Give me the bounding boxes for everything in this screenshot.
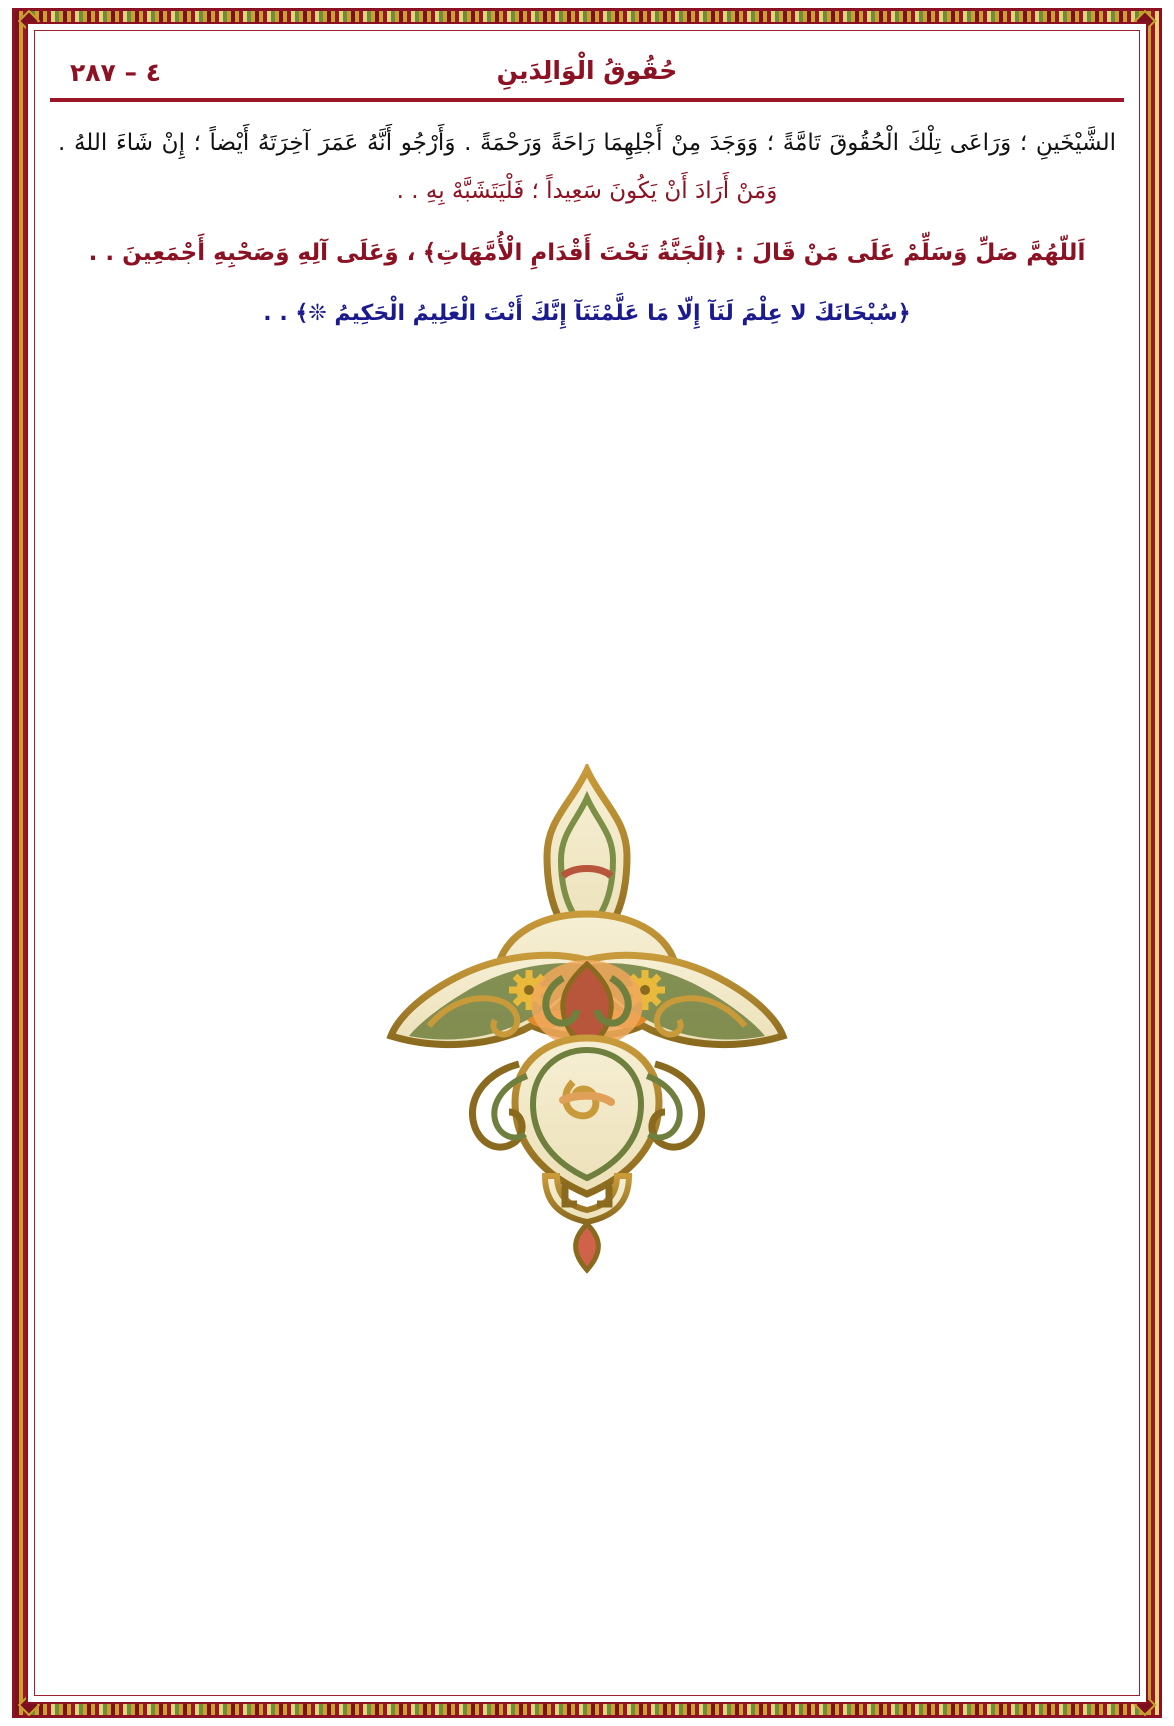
paragraph-1-run-1: الشَّيْخَينِ ؛ وَرَاعَى تِلْكَ الْحُقُوقَ تَامَّةً ؛ وَوَجَدَ مِنْ أَجْلِهِمَا رَاحَةً وَرَحْمَةً . وَأَرْجُو أَنَّهُ عَمَرَ آخِرَتَهُ أَيْضاً ؛ إِنْ شَاءَ اللهُ .: [58, 130, 1116, 156]
paragraph-1-run-2: وَمَنْ أَرَادَ أَنْ يَكُونَ سَعِيداً ؛ فَلْيَتَشَبَّهْ بِهِ . .: [396, 177, 778, 204]
page-header: [44, 44, 1130, 90]
paragraph-3: [58, 291, 1116, 337]
paragraph-2-run-3: ، وَعَلَى آلِهِ وَصَحْبِهِ أَجْمَعِينَ . .: [88, 239, 416, 266]
page-content: [44, 44, 1130, 1682]
paragraph-2-hadith-quote: ﴿الْجَنَّةُ تَحْتَ أَقْدَامِ الْأُمَّهَاتِ﴾: [422, 239, 727, 266]
paragraph-2: [58, 230, 1116, 278]
body-text: [44, 102, 1130, 337]
page-title: حُقُوقُ الْوَالِدَينِ: [496, 56, 678, 85]
page-number: ٤ – ٢٨٧: [70, 58, 161, 87]
paragraph-2-run-1: اَللّهُمَّ صَلِّ وَسَلِّمْ عَلَى مَنْ قَالَ :: [726, 239, 1086, 266]
paragraph-3-quran-verse: ﴿سُبْحَانَكَ لا عِلْمَ لَنَآ إِلّا مَا عَلَّمْتَنَآ إِنَّكَ أَنْتَ الْعَلِيمُ الْحَكِيمُ ❊﴾ . .: [263, 301, 911, 327]
paragraph-1: [58, 120, 1116, 216]
floral-medallion-ornament: [377, 764, 797, 1284]
ornament-container: [44, 764, 1130, 1284]
